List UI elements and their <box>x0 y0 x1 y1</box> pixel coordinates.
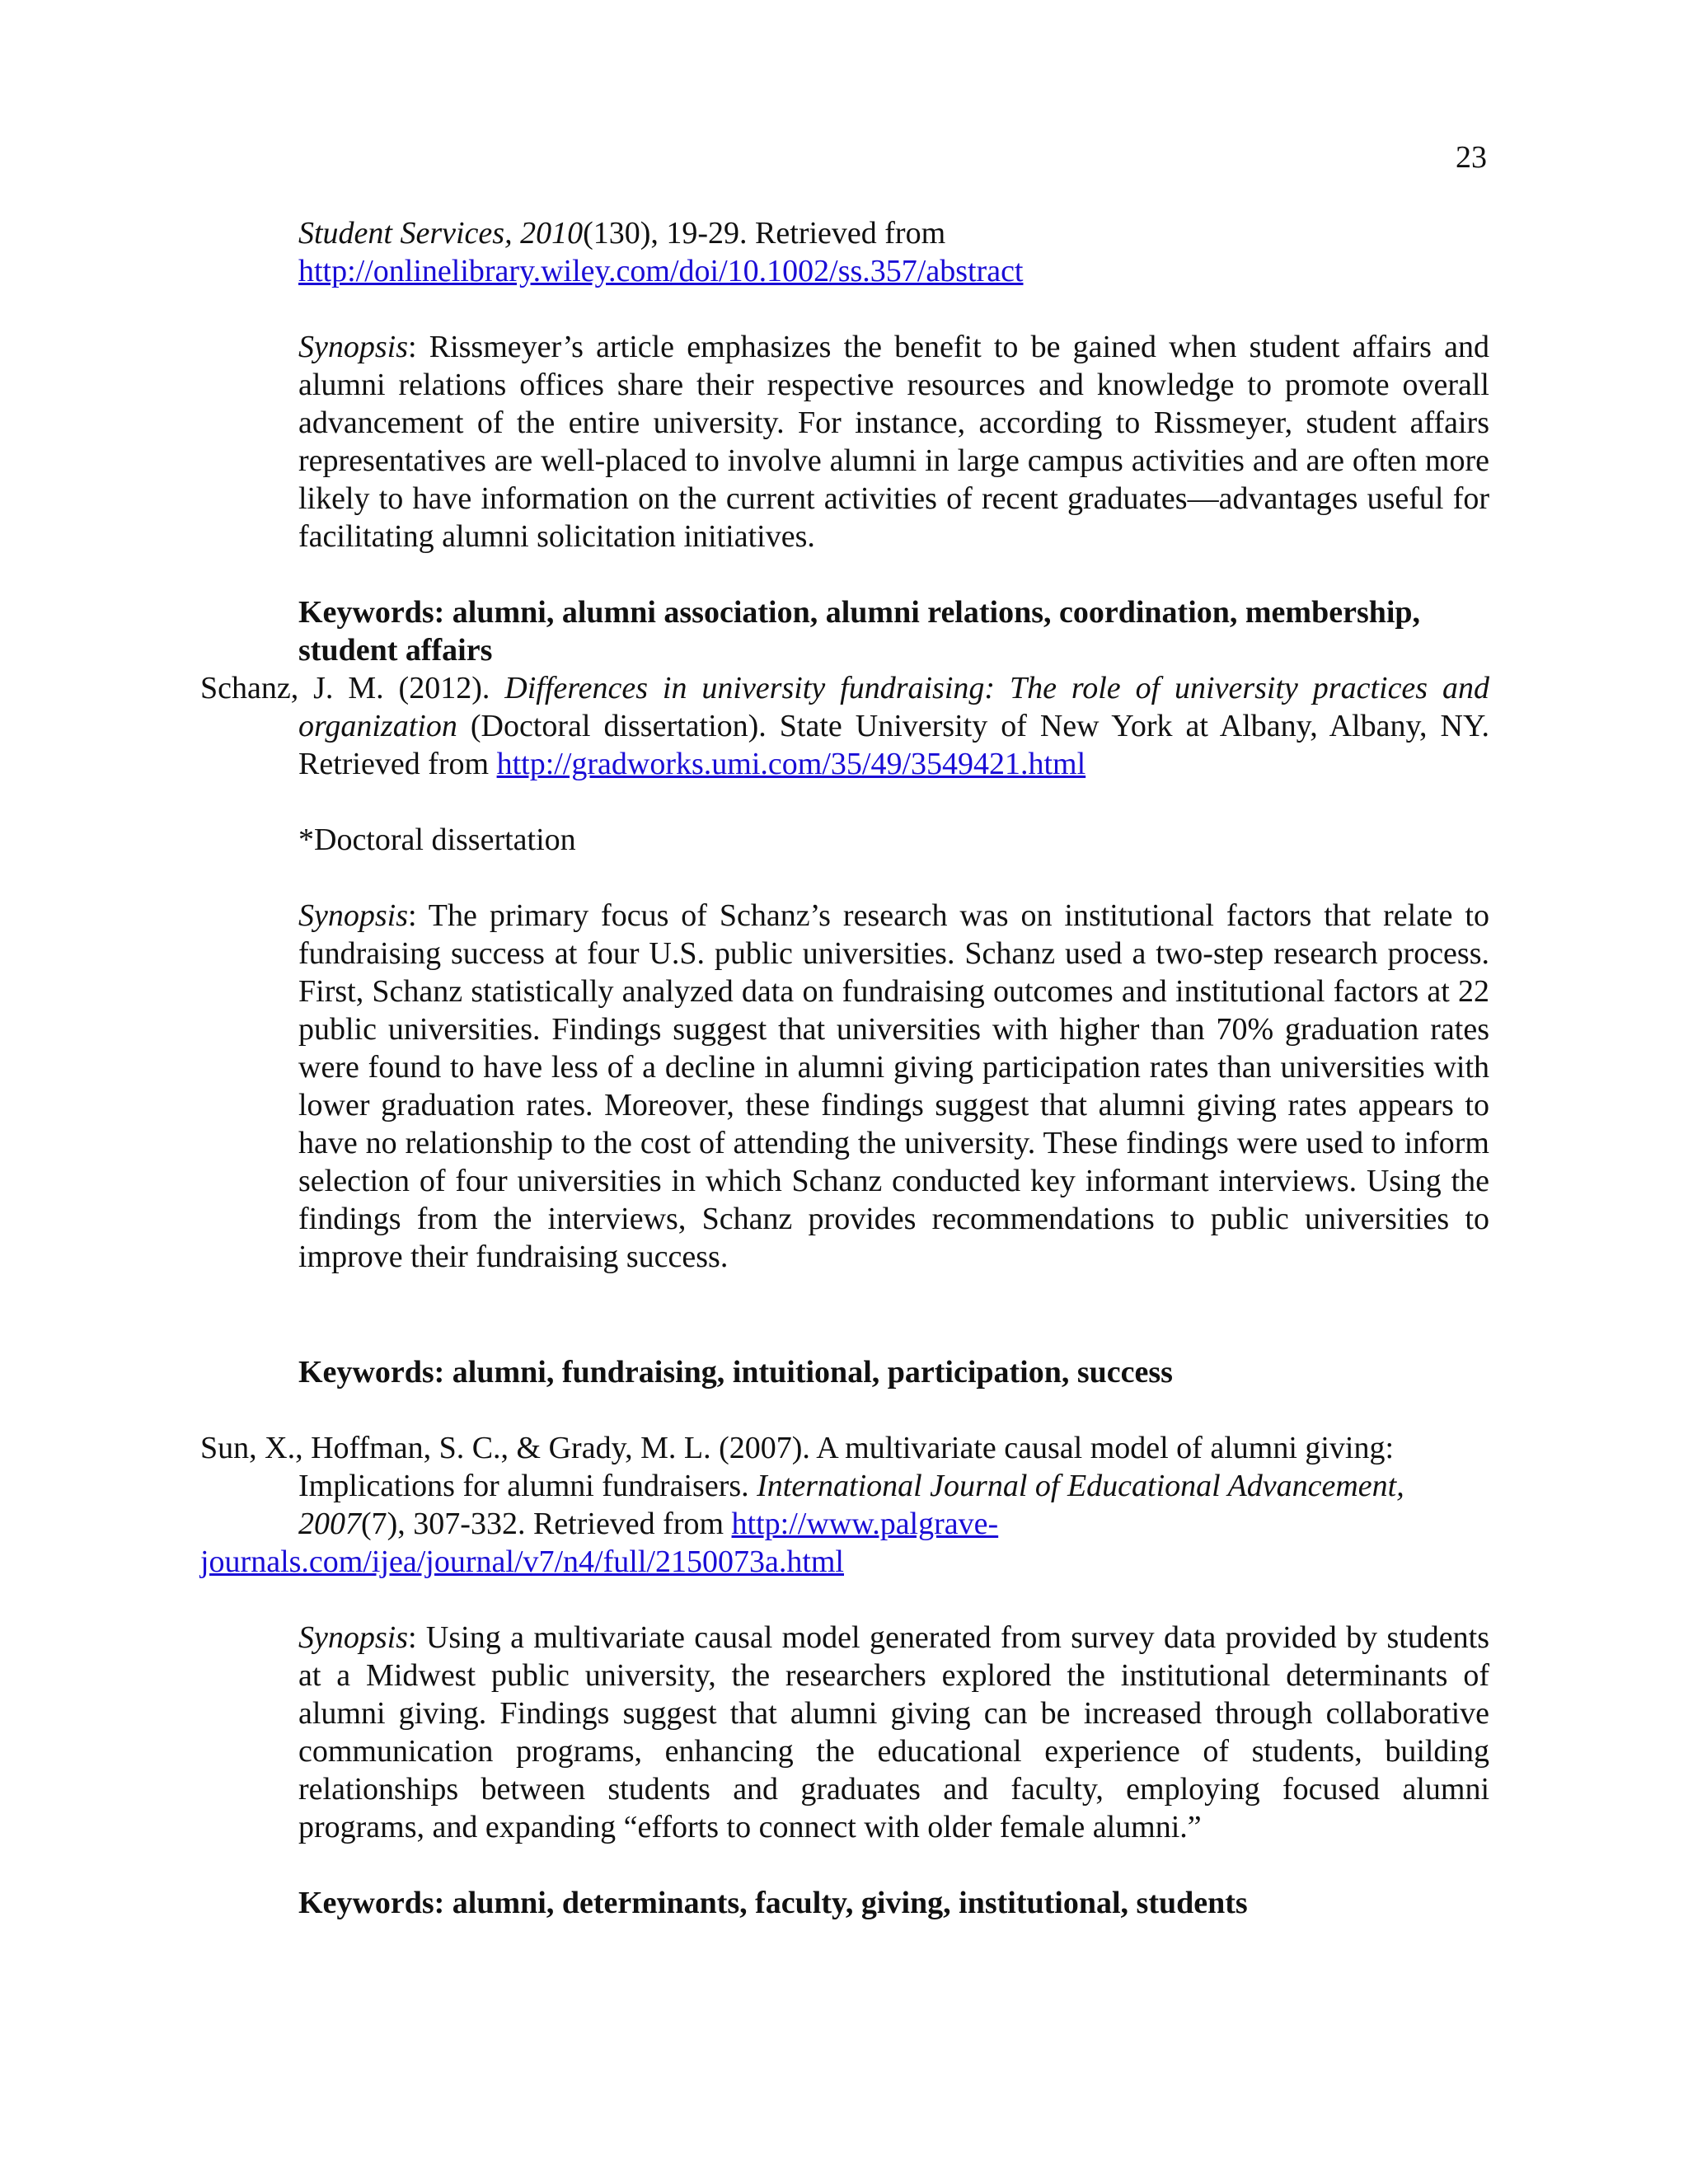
rissmeyer-synopsis <box>298 328 1489 555</box>
schanz-note: *Doctoral dissertation <box>298 823 576 857</box>
rissmeyer-citation-rest: (130), 19-29. Retrieved from <box>583 216 946 251</box>
sun-journal: International Journal of Educational Advancement, <box>757 1469 1404 1503</box>
schanz-title: Differences in university fundraising: The role of university practices and organization <box>298 671 1489 743</box>
sun-citation-line3: (7), 307-332. Retrieved from <box>361 1507 732 1541</box>
rissmeyer-citation <box>298 214 1489 290</box>
schanz-citation-rest: (Doctoral dissertation). State University of New York at Albany, Albany, NY. Retrieved from <box>298 709 1489 781</box>
sun-citation <box>200 1429 1489 1581</box>
rissmeyer-link[interactable]: http://onlinelibrary.wiley.com/doi/10.1002/ss.357/abstract <box>298 254 1024 288</box>
rissmeyer-synopsis-label: Synopsis <box>298 330 408 364</box>
schanz-citation <box>200 669 1489 783</box>
rissmeyer-synopsis-text: : Rissmeyer’s article emphasizes the benefit to be gained when student affairs and alumni relations offices share their respective resources and knowledge to promote overall advancement of the entire university. For instance, according to Rissmeyer, student affairs representatives are well-placed to involve alumni in large campus activities and are often more likely to have information on the current activities of recent graduates—advantages useful for facilitating alumni solicitation initiatives. <box>298 330 1489 554</box>
sun-synopsis <box>298 1619 1489 1846</box>
sun-citation-line1: Sun, X., Hoffman, S. C., & Grady, M. L. (2007). A multivariate causal model of alumni giving: <box>200 1431 1395 1465</box>
page-number: 23 <box>1456 140 1487 175</box>
sun-synopsis-text: : Using a multivariate causal model generated from survey data provided by students at a Midwest public university, the researchers explored the institutional determinants of alumni giving. Findings suggest that alumni giving can be increased through collaborative communication programs, enhancing the educational experience of students, building relationships between students and graduates and faculty, employing focused alumni programs, and expanding “efforts to connect with older female alumni.” <box>298 1620 1489 1844</box>
schanz-synopsis-label: Synopsis <box>298 898 408 933</box>
sun-synopsis-label: Synopsis <box>298 1620 408 1655</box>
schanz-link[interactable]: http://gradworks.umi.com/35/49/3549421.html <box>496 747 1086 781</box>
schanz-author-year: Schanz, J. M. (2012). <box>200 671 505 705</box>
schanz-synopsis-text: : The primary focus of Schanz’s research was on institutional factors that relate to fundraising success at four U.S. public universities. Schanz used a two-step research process. First, Schanz statistically analyzed data on fundraising outcomes and institutional factors at 22 public universities. Findings suggest that universities with higher than 70% graduation rates were found to have less of a decline in alumni giving participation rates than universities with lower graduation rates. Moreover, these findings suggest that alumni giving rates appears to have no relationship to the cost of attending the university. These findings were used to inform selection of four universities in which Schanz conducted key informant interviews. Using the findings from the interviews, Schanz provides recommendations to public universities to improve their fundraising success. <box>298 898 1489 1274</box>
rissmeyer-keywords: Keywords: alumni, alumni association, alumni relations, coordination, membership, student affairs <box>298 595 1421 668</box>
rissmeyer-journal: Student Services, 2010 <box>298 216 584 251</box>
schanz-synopsis <box>298 897 1489 1276</box>
sun-link-part2[interactable]: journals.com/ijea/journal/v7/n4/full/2150073a.html <box>200 1544 844 1579</box>
sun-year: 2007 <box>298 1507 361 1541</box>
schanz-keywords: Keywords: alumni, fundraising, intuitional, participation, success <box>298 1355 1173 1390</box>
sun-link-part1[interactable]: http://www.palgrave- <box>731 1507 999 1541</box>
sun-keywords: Keywords: alumni, determinants, faculty, giving, institutional, students <box>298 1886 1248 1920</box>
sun-citation-line2: Implications for alumni fundraisers. <box>298 1469 757 1503</box>
